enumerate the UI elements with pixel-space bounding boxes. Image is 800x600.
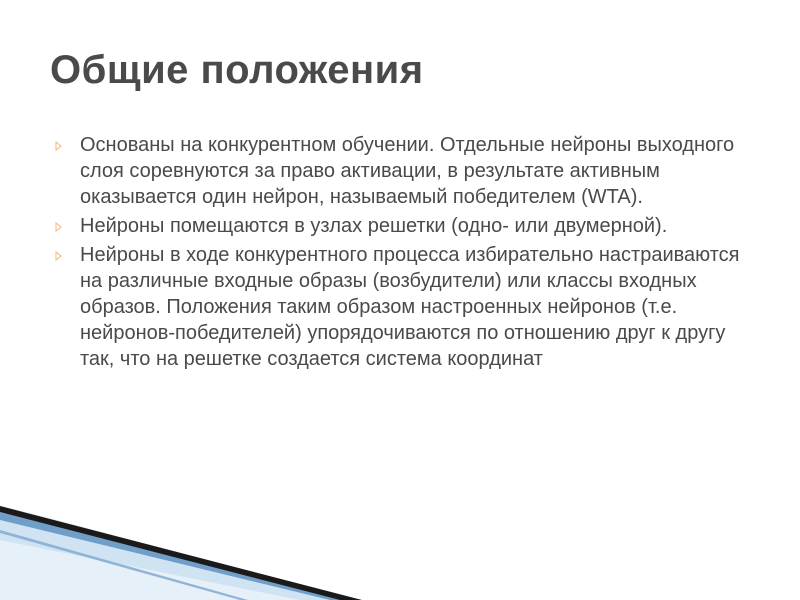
bullet-item [55, 132, 755, 210]
decor-dark-stripe [0, 506, 362, 600]
decor-blue-stripe-wide [0, 518, 340, 600]
bullet-text: Основаны на конкурентном обучении. Отдельные нейроны выходного слоя соревнуются за право активации, в результате активным оказывается один нейрон, называемый победителем (WTA). [80, 134, 735, 208]
bullet-text: Нейроны в ходе конкурентного процесса избирательно настраиваются на различные входные образы (возбудители) или классы входных образов. Положения таким образом настроенных нейронов (т.е. нейронов-победителей) упорядочиваются по отношению друг к другу так, что на решетке создается система координат [80, 244, 740, 370]
bullet-text: Нейроны помещаются в узлах решетки (одно- или двумерной). [80, 215, 668, 237]
slide-title: Общие положения [50, 48, 424, 92]
decor-light-stripe [0, 505, 360, 600]
decor-blue-stripe [0, 512, 352, 600]
bullet-item [55, 242, 755, 372]
bullet-list [55, 132, 755, 375]
triangle-outline-bullet-icon [55, 222, 62, 232]
triangle-outline-bullet-icon [55, 141, 62, 151]
triangle-outline-bullet-icon [55, 251, 62, 261]
decor-thin-blue-line [0, 530, 248, 600]
bullet-item [55, 213, 755, 239]
